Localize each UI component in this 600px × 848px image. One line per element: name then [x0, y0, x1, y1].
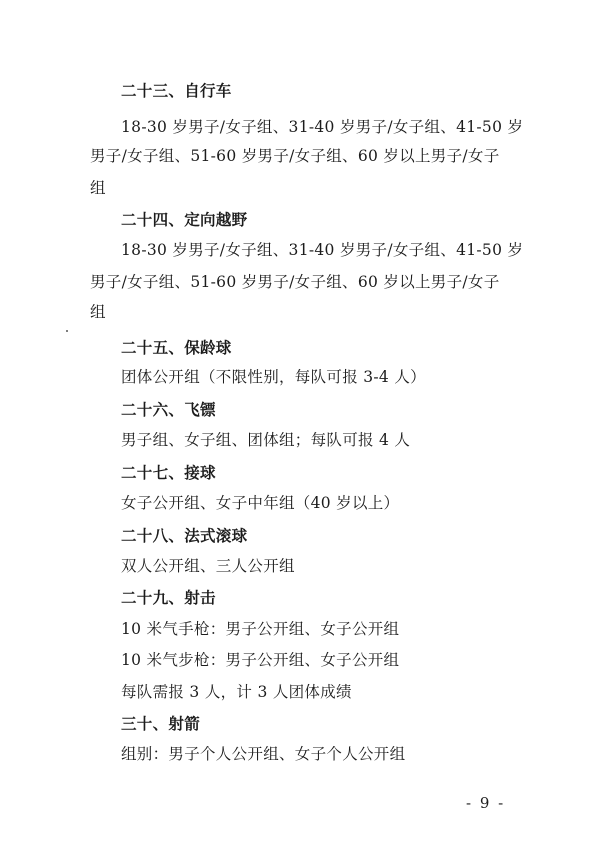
section-text-line: 10 米气手枪：男子公开组、女子公开组: [121, 620, 400, 638]
section-heading-darts: 二十六、飞镖: [121, 401, 216, 419]
section-heading-cycling: 二十三、自行车: [121, 82, 232, 100]
section-text-line: 每队需报 3 人，计 3 人团体成绩: [121, 683, 352, 701]
section-text-line: 组: [90, 179, 106, 197]
section-heading-orienteering: 二十四、定向越野: [121, 211, 248, 229]
section-heading-bowling: 二十五、保龄球: [121, 339, 232, 357]
section-text-line: 男子/女子组、51-60 岁男子/女子组、60 岁以上男子/女子: [90, 273, 500, 291]
section-text-line: 组别：男子个人公开组、女子个人公开组: [121, 745, 406, 763]
section-text-line: 组: [90, 303, 106, 321]
section-heading-petanque: 二十八、法式滚球: [121, 527, 248, 545]
section-text-line: 18-30 岁男子/女子组、31-40 岁男子/女子组、41-50 岁: [121, 241, 524, 259]
section-text-line: 双人公开组、三人公开组: [121, 557, 295, 575]
section-text-line: 男子/女子组、51-60 岁男子/女子组、60 岁以上男子/女子: [90, 147, 500, 165]
section-text-line: 女子公开组、女子中年组（40 岁以上）: [121, 494, 400, 512]
page-number: - 9 -: [466, 794, 506, 812]
section-heading-archery: 三十、射箭: [121, 715, 201, 733]
section-text-line: 男子组、女子组、团体组；每队可报 4 人: [121, 431, 411, 449]
section-heading-shooting: 二十九、射击: [121, 589, 216, 607]
section-text-line: 10 米气步枪：男子公开组、女子公开组: [121, 651, 400, 669]
scan-speck: [66, 330, 68, 332]
section-text-line: 团体公开组（不限性别，每队可报 3-4 人）: [121, 368, 426, 386]
section-text-line: 18-30 岁男子/女子组、31-40 岁男子/女子组、41-50 岁: [121, 118, 524, 136]
section-heading-catchball: 二十七、接球: [121, 464, 216, 482]
